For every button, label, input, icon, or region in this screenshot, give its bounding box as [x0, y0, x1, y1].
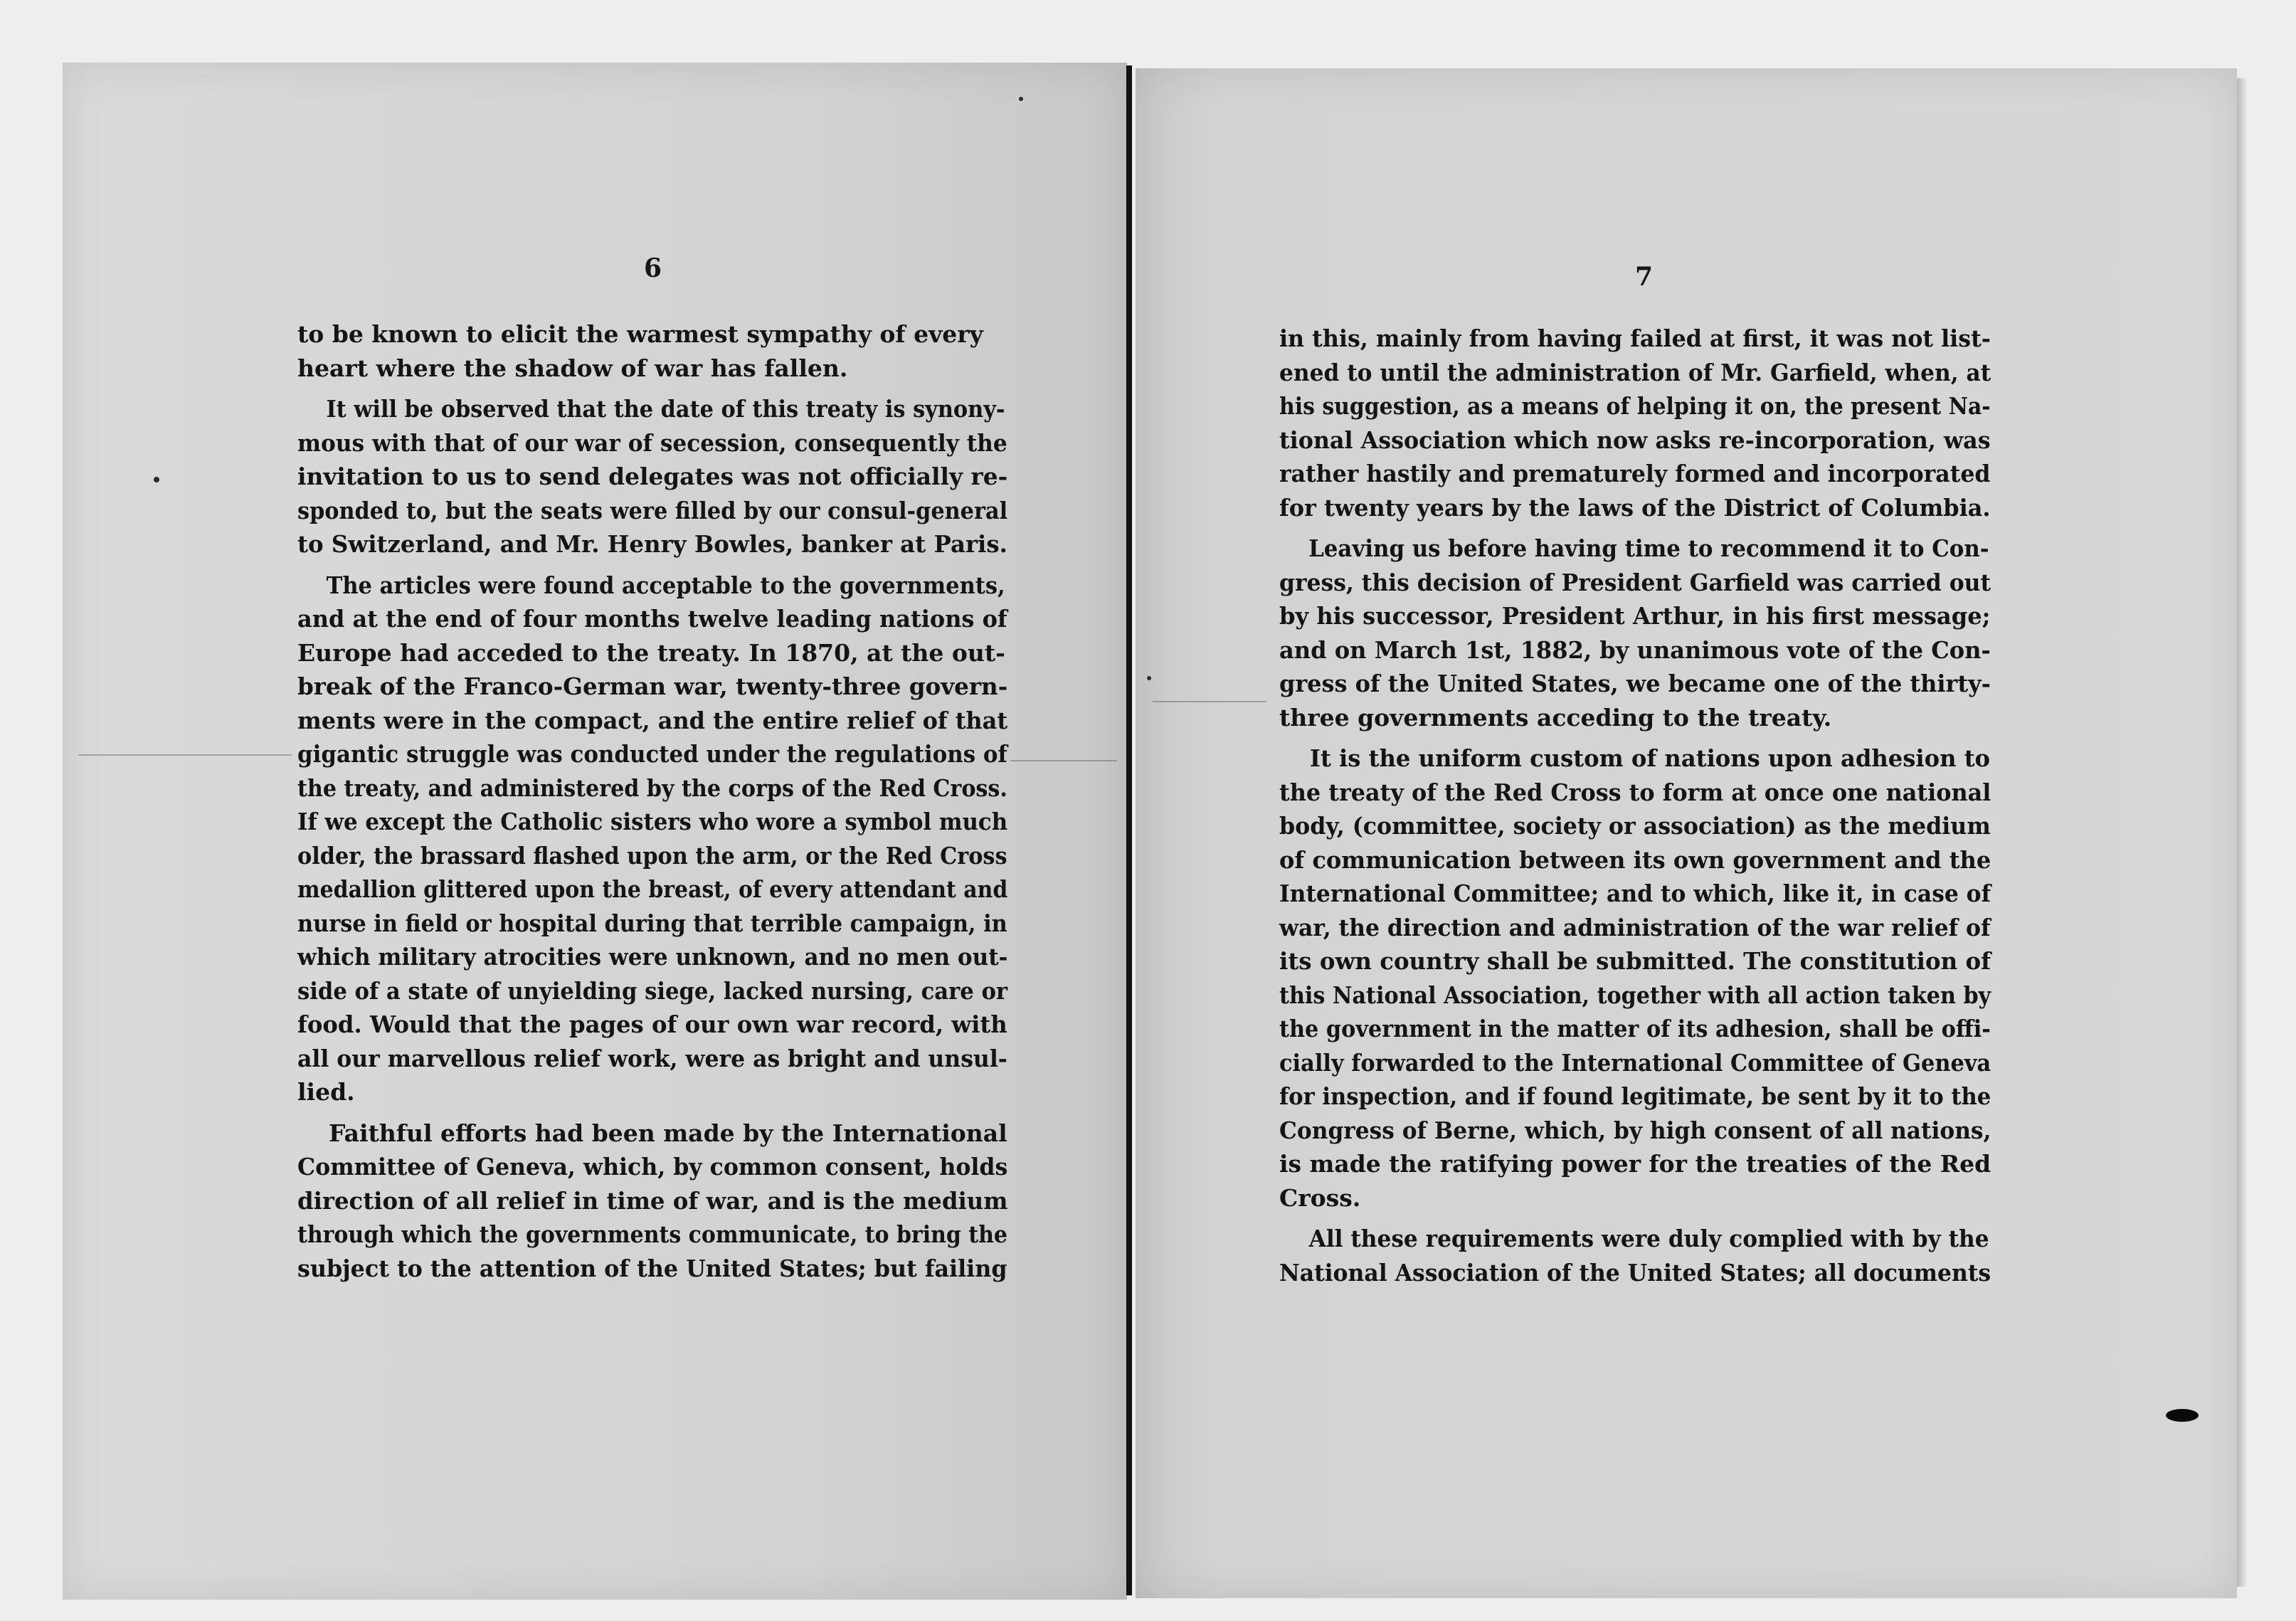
text-line: National Association of the United States; all documents — [1279, 1258, 1991, 1287]
paper-speck — [154, 477, 159, 482]
text-line: It is the uniform custom of nations upon adhesion to — [1309, 744, 1991, 772]
text-line: Committee of Geneva, which, by common consent, holds — [297, 1153, 1008, 1181]
text-line: Leaving us before having time to recommend it to Con- — [1308, 534, 1989, 562]
text-line: the government in the matter of its adhesion, shall be offi- — [1279, 1015, 1991, 1042]
paper-crease — [78, 754, 292, 756]
text-line: the treaty of the Red Cross to form at once one national — [1279, 778, 1991, 806]
text-line: body, (committee, society or association) as the medium — [1279, 812, 1991, 840]
text-line: Faithful efforts had been made by the International — [329, 1119, 1007, 1147]
paper-crease — [1010, 760, 1117, 761]
ink-blot — [2166, 1409, 2199, 1422]
text-line: lied. — [297, 1078, 355, 1106]
left-page-number: 6 — [644, 253, 662, 283]
text-line: food. Would that the pages of our own war record, with — [297, 1010, 1007, 1038]
text-line: direction of all relief in time of war, and is the medium — [297, 1186, 1008, 1215]
text-line: It will be observed that the date of this treaty is synony- — [326, 395, 1005, 423]
text-line: Cross. — [1279, 1183, 1361, 1212]
text-line: ments were in the compact, and the entire relief of that — [297, 706, 1008, 734]
text-line: in this, mainly from having failed at first, it was not list- — [1279, 324, 1991, 352]
text-line: invitation to us to send delegates was not officially re- — [297, 463, 1008, 490]
paper-speck — [1147, 676, 1151, 680]
text-line: medallion glittered upon the breast, of every attendant and — [297, 875, 1008, 903]
book-gutter — [1126, 65, 1132, 1595]
text-line: this National Association, together with all action taken by — [1279, 981, 1991, 1009]
right-page-text — [1279, 322, 1991, 1289]
text-line: for inspection, and if found legitimate, be sent by it to the — [1279, 1082, 1991, 1110]
text-line: ened to until the administration of Mr. Garfield, when, at — [1279, 358, 1991, 386]
text-line: heart where the shadow of war has fallen. — [297, 354, 848, 382]
text-line: by his successor, President Arthur, in his first message; — [1279, 602, 1991, 630]
text-line: The articles were found acceptable to the governments, — [326, 571, 1005, 599]
text-line: and at the end of four months twelve leading nations of — [297, 605, 1007, 633]
text-line: cially forwarded to the International Committee of Geneva — [1279, 1048, 1991, 1077]
left-page-text — [297, 317, 1007, 1285]
text-line: older, the brassard flashed upon the arm, or the Red Cross — [297, 841, 1007, 870]
text-line: gress, this decision of President Garfield was carried out — [1279, 568, 1991, 596]
text-line: Europe had acceded to the treaty. In 1870, at the out- — [297, 638, 1005, 667]
text-line: mous with that of our war of secession, consequently the — [297, 428, 1007, 457]
text-line: rather hastily and prematurely formed and incorporated — [1279, 460, 1991, 487]
text-line: subject to the attention of the United States; but failing — [297, 1254, 1007, 1282]
text-line: tional Association which now asks re-incorporation, was — [1279, 426, 1991, 454]
text-line: the treaty, and administered by the corps of the Red Cross. — [297, 773, 1007, 802]
paper-speck — [1019, 97, 1023, 101]
text-line: war, the direction and administration of the war relief of — [1279, 913, 1991, 941]
page-edge-shadow — [2237, 78, 2247, 1587]
text-line: of communication between its own government and the — [1279, 845, 1991, 874]
text-line: which military atrocities were unknown, and no men out- — [297, 943, 1008, 971]
text-line: nurse in field or hospital during that terrible campaign, in — [297, 909, 1007, 937]
text-line: and on March 1st, 1882, by unanimous vote of the Con- — [1279, 635, 1991, 664]
text-line: side of a state of unyielding siege, lacked nursing, care or — [297, 976, 1008, 1005]
text-line: its own country shall be submitted. The constitution of — [1279, 947, 1991, 975]
text-line: gress of the United States, we became one of the thirty- — [1279, 670, 1991, 697]
text-line: If we except the Catholic sisters who wore a symbol much — [297, 808, 1008, 835]
text-line: sponded to, but the seats were filled by our consul-general — [297, 496, 1008, 524]
text-line: his suggestion, as a means of helping it on, the present Na- — [1279, 392, 1991, 420]
text-line: all our marvellous relief work, were as bright and unsul- — [297, 1044, 1007, 1072]
text-line: through which the governments communicate, to bring the — [297, 1220, 1007, 1248]
text-line: break of the Franco-German war, twenty-three govern- — [297, 672, 1008, 700]
text-line: Congress of Berne, which, by high consent of all nations, — [1279, 1116, 1991, 1144]
text-line: for twenty years by the laws of the District of Columbia. — [1279, 493, 1991, 522]
text-line: International Committee; and to which, like it, in case of — [1279, 880, 1991, 907]
paper-crease — [1153, 701, 1266, 702]
right-page-number: 7 — [1635, 262, 1654, 292]
text-line: is made the ratifying power for the treaties of the Red — [1279, 1150, 1991, 1178]
text-line: to Switzerland, and Mr. Henry Bowles, banker at Paris. — [297, 530, 1007, 558]
text-line: gigantic struggle was conducted under the regulations of — [297, 740, 1007, 768]
text-line: to be known to elicit the warmest sympathy of every — [297, 320, 983, 348]
text-line: All these requirements were duly complied with by the — [1308, 1225, 1989, 1252]
text-line: three governments acceding to the treaty. — [1279, 703, 1832, 732]
